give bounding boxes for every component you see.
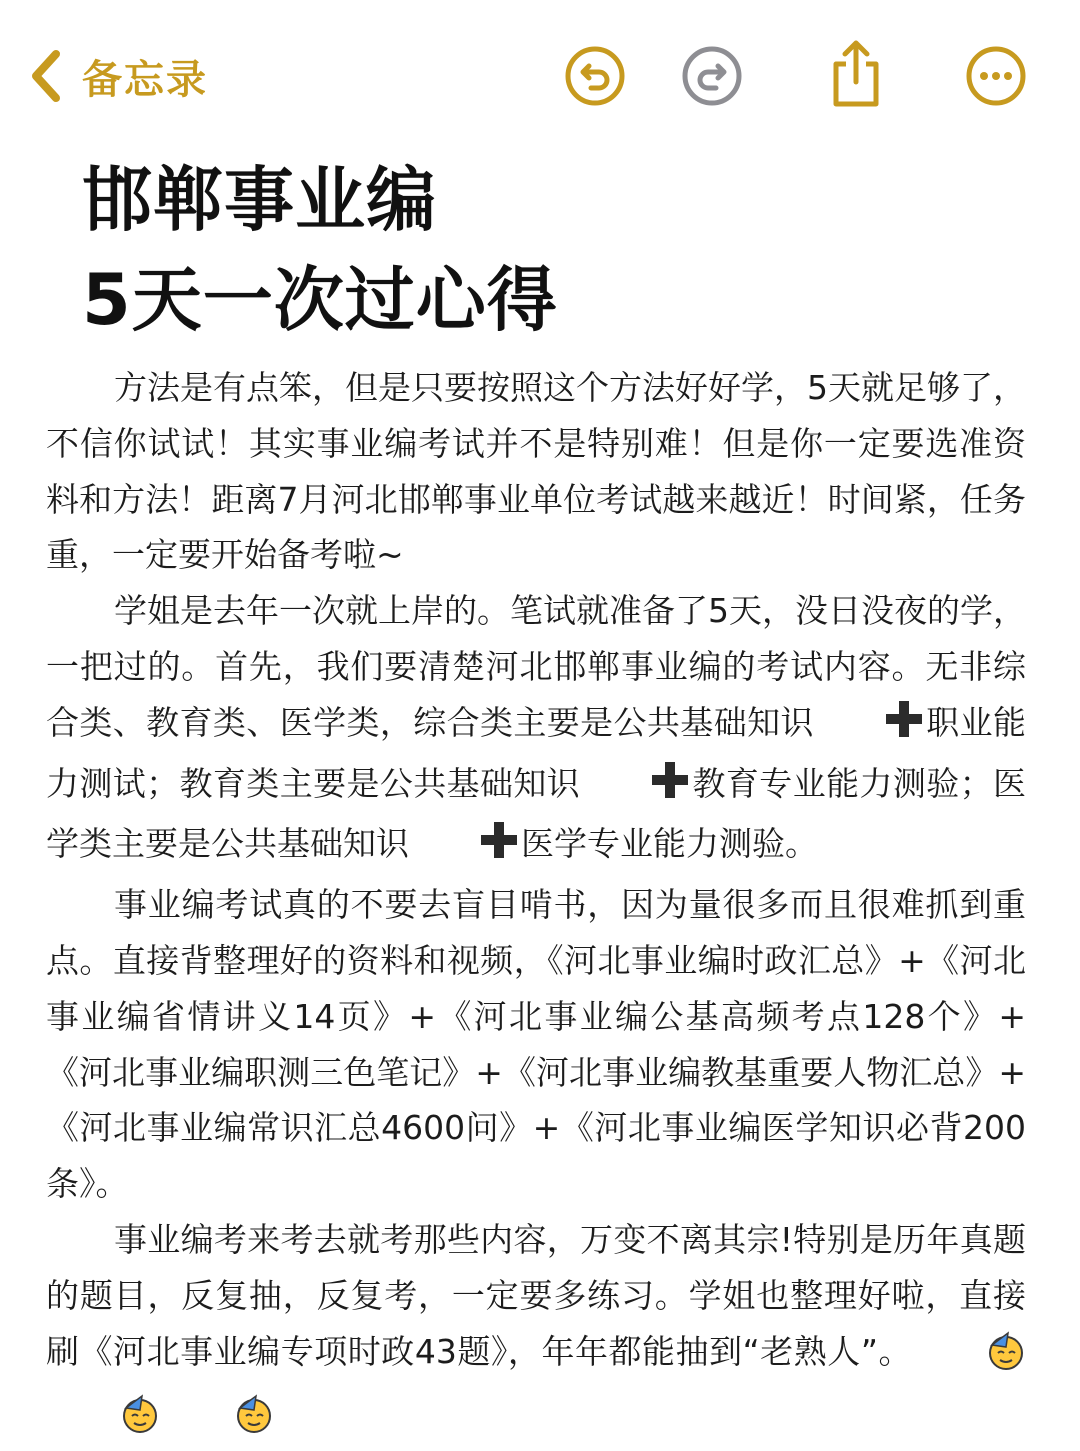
paragraph-2 [46, 583, 1026, 877]
partying-face-emoji [918, 1331, 1026, 1388]
paragraph-4 [46, 1212, 1026, 1451]
paragraph-2-text-1: 学姐是去年一次就上岸的。笔试就准备了5天，没日没夜的学，一把过的。首先，我们要清楚河北邯郸事业编的考试内容。无非综合类、教育类、医学类，综合类主要是公共基础知识 [46, 591, 1026, 742]
heavy-plus-icon [816, 699, 924, 756]
heavy-plus-icon [411, 820, 519, 877]
title-line-1: 邯郸事业编 [82, 159, 437, 241]
share-icon[interactable] [824, 38, 888, 110]
undo-icon[interactable] [563, 44, 627, 108]
partying-face-emoji [166, 1394, 274, 1451]
title-line-2: 5天一次过心得 [82, 259, 558, 341]
paragraph-3: 事业编考试真的不要去盲目啃书，因为量很多而且很难抓到重点。直接背整理好的资料和视频，《河北事业编时政汇总》+《河北事业编省情讲义14页》+《河北事业编公基高频考点128个》+《河北事业编职测三色笔记》+《河北事业编教基重要人物汇总》+《河北事业编常识汇总4600问》+《河北事业编医学知识必背200条》。 [46, 885, 1026, 1204]
back-button[interactable] [28, 42, 208, 110]
note-title [82, 150, 558, 350]
heavy-plus-icon [582, 760, 690, 817]
back-label: 备忘录 [82, 56, 208, 103]
redo-icon[interactable] [680, 44, 744, 108]
more-icon[interactable] [964, 44, 1028, 108]
paragraph-4-text: 事业编考来考去就考那些内容，万变不离其宗!特别是历年真题的题目，反复抽，反复考，一定要多练习。学姐也整理好啦，直接刷《河北事业编专项时政43题》，年年都能抽到“老熟人”。 [46, 1219, 1026, 1371]
partying-face-emoji [52, 1394, 160, 1451]
paragraph-2-text-2: 职业能力测试；教育类主要是公共基础知识 [46, 702, 1027, 803]
paragraph-2-text-4: 医学专业能力测验。 [521, 824, 818, 864]
navigation-bar [0, 0, 1080, 150]
chevron-left-icon [28, 48, 64, 104]
paragraph-2-text-3: 教育专业能力测验；医学类主要是公共基础知识 [46, 763, 1027, 864]
paragraph-1: 方法是有点笨，但是只要按照这个方法好好学，5天就足够了，不信你试试！其实事业编考试并不是特别难！但是你一定要选准资料和方法！距离7月河北邯郸事业单位考试越来越近！时间紧，任务重，一定要开始备考啦~ [46, 368, 1026, 575]
note-body[interactable] [46, 360, 1026, 1451]
